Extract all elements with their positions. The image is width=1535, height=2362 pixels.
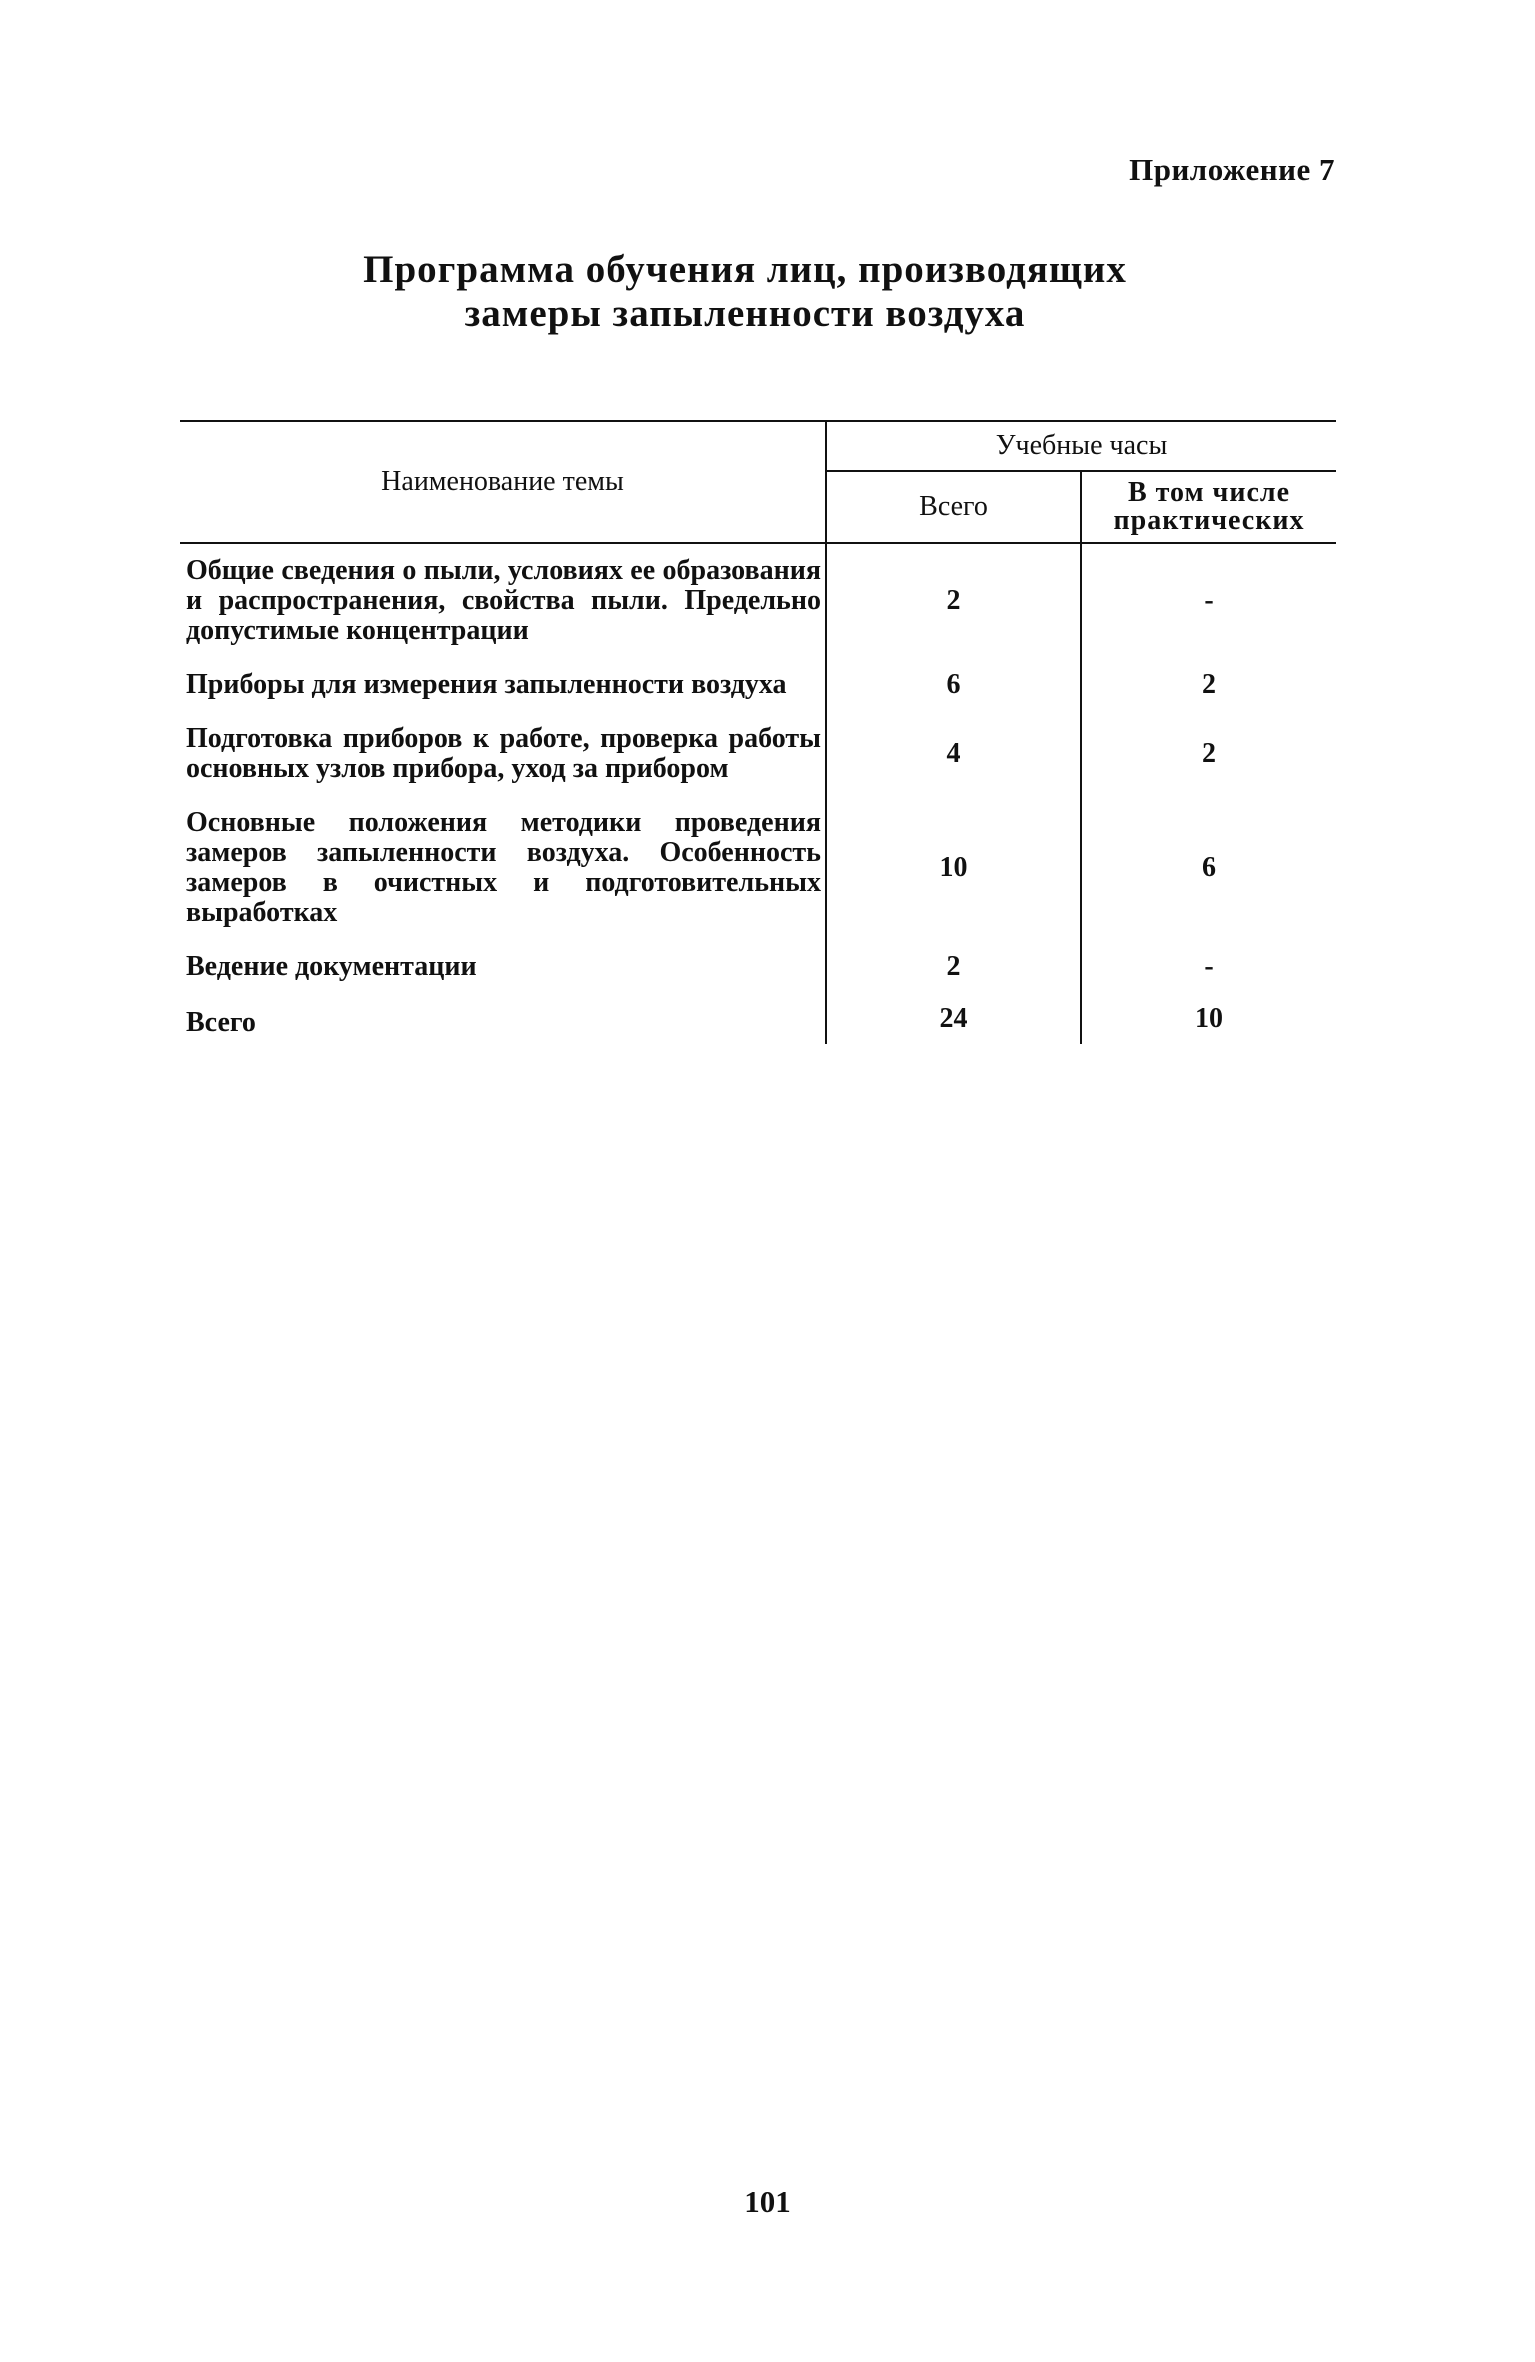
row-practical: 6	[1202, 852, 1216, 883]
header-hours-group: Учебные часы	[826, 421, 1336, 471]
table-row	[180, 658, 1336, 712]
row-practical: 2	[1202, 738, 1216, 769]
row-topic: Всего	[180, 994, 826, 1044]
row-practical: 2	[1202, 669, 1216, 700]
header-topic: Наименование темы	[180, 421, 826, 543]
row-topic: Основные положения методики проведения замеров запыленности воздуха. Особенность замеров в очистных и подготовительных выработках	[180, 796, 826, 940]
table-row	[180, 543, 1336, 658]
row-total: 2	[826, 543, 1081, 658]
header-practical: В том числе практических	[1081, 471, 1336, 543]
row-topic: Приборы для измерения запыленности воздуха	[180, 658, 826, 712]
header-total: Всего	[826, 471, 1081, 543]
table	[180, 420, 1336, 1044]
table-row-total	[180, 994, 1336, 1044]
title-line-2: замеры запыленности воздуха	[464, 292, 1026, 335]
training-program-table	[180, 420, 1336, 1044]
page-number: 101	[744, 2184, 791, 2219]
row-total: 4	[826, 712, 1081, 796]
row-topic: Подготовка приборов к работе, проверка работы основных узлов прибора, уход за прибором	[180, 712, 826, 796]
appendix-label: Приложение 7	[1129, 152, 1335, 187]
title-line-1: Программа обучения лиц, производящих	[363, 248, 1127, 291]
row-topic: Ведение документации	[180, 940, 826, 994]
row-total: 10	[826, 796, 1081, 940]
page-title	[0, 248, 1490, 336]
row-total: 24	[826, 994, 1081, 1044]
table-row	[180, 940, 1336, 994]
row-total: 6	[826, 658, 1081, 712]
row-practical: -	[1204, 585, 1214, 616]
table-row	[180, 712, 1336, 796]
row-practical: -	[1204, 951, 1214, 982]
row-practical: 10	[1195, 1003, 1223, 1034]
table-row	[180, 796, 1336, 940]
row-topic: Общие сведения о пыли, условиях ее образования и распространения, свойства пыли. Предельно допустимые концентрации	[180, 543, 826, 658]
row-total: 2	[826, 940, 1081, 994]
